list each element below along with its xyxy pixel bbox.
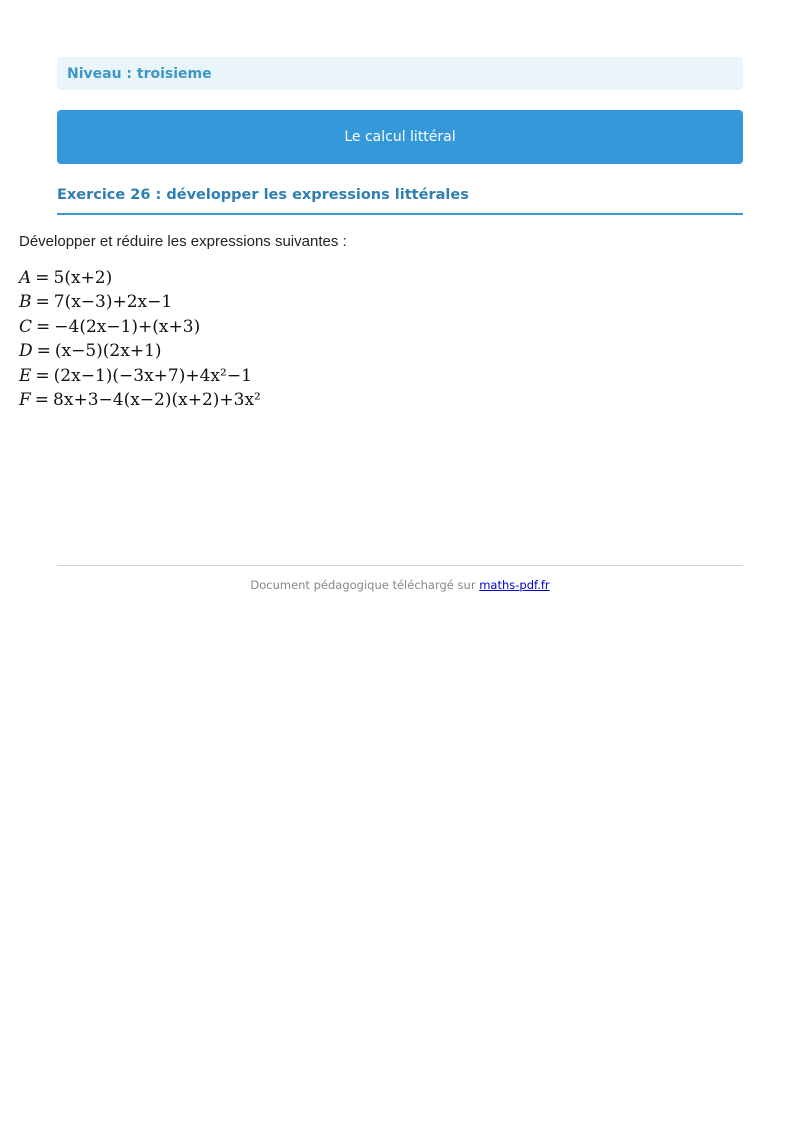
expression-rhs: 7(x−3)+2x−1 [53, 292, 173, 313]
page-header [57, 57, 743, 215]
level-label: Niveau : troisieme [67, 65, 212, 82]
footer-text: Document pédagogique téléchargé sur [250, 578, 480, 592]
exercise-body [19, 233, 619, 412]
expression-a: A = 5(x+2) [19, 268, 113, 288]
expression-b: B = 7(x−3)+2x−1 [19, 292, 173, 313]
exercise-title: Exercice 26 : développer les expressions littérales [57, 187, 743, 215]
expression-name: C [19, 316, 33, 337]
expression-name: D [19, 341, 33, 362]
expression-d: D = (x−5)(2x+1) [19, 341, 162, 362]
expression-c: C = −4(2x−1)+(x+3) [19, 316, 201, 337]
expression-name: B [19, 292, 32, 313]
expression-rhs: (x−5)(2x+1) [54, 341, 162, 362]
topic-title: Le calcul littéral [344, 129, 456, 145]
footer-divider [57, 565, 743, 566]
expression-rhs: −4(2x−1)+(x+3) [54, 316, 201, 337]
expression-rhs: 5(x+2) [53, 268, 113, 288]
exercise-instruction: Développer et réduire les expressions suivantes : [19, 233, 347, 250]
expression-name: F [19, 390, 31, 411]
expression-rhs: 8x+3−4(x−2)(x+2)+3x² [53, 390, 261, 411]
footer-link[interactable]: maths-pdf.fr [479, 578, 550, 592]
expression-name: E [19, 365, 32, 386]
expression-f: F = 8x+3−4(x−2)(x+2)+3x² [19, 390, 261, 411]
topic-banner [57, 110, 743, 164]
expression-e: E = (2x−1)(−3x+7)+4x²−1 [19, 365, 252, 386]
footer [0, 578, 800, 592]
expression-name: A [19, 268, 32, 288]
expression-rhs: (2x−1)(−3x+7)+4x²−1 [53, 365, 252, 386]
level-box [57, 57, 743, 90]
